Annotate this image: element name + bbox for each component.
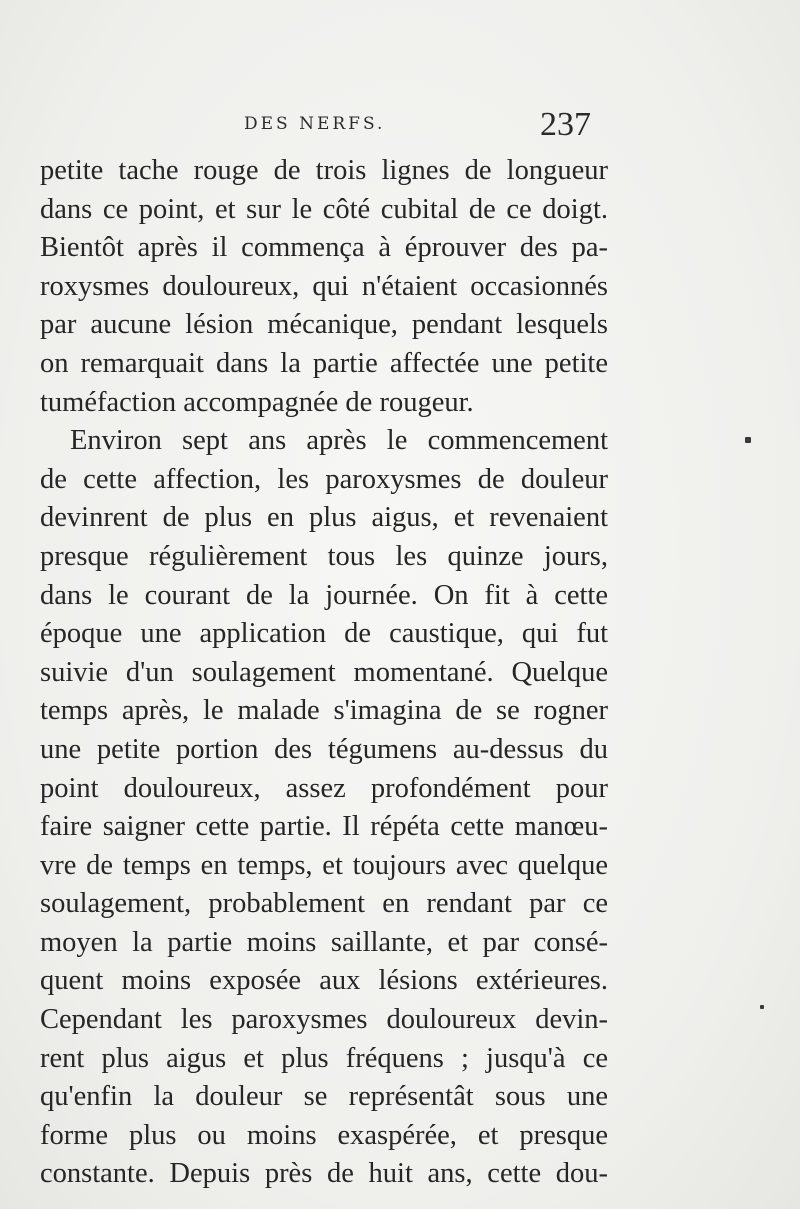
running-title: DES NERFS. (244, 114, 386, 134)
text-line: vre de temps en temps, et toujours avec quelque (40, 849, 608, 881)
ink-speck (760, 1005, 764, 1009)
text-line: devinrent de plus en plus aigus, et revenaient (40, 502, 608, 534)
text-line: forme plus ou moins exaspérée, et presque (40, 1119, 608, 1151)
text-line: constante. Depuis près de huit ans, cette dou- (40, 1158, 608, 1190)
text-line: rent plus aigus et plus fréquens ; jusqu'à ce (40, 1042, 608, 1074)
page-number: 237 (540, 106, 591, 143)
text-line: de cette affection, les paroxysmes de douleur (40, 463, 608, 495)
text-line: Cependant les paroxysmes douloureux devin- (40, 1004, 608, 1036)
text-line: petite tache rouge de trois lignes de longueur (40, 155, 608, 186)
text-line: moyen la partie moins saillante, et par consé- (40, 926, 608, 958)
text-line: qu'enfin la douleur se représentât sous une (40, 1081, 608, 1113)
text-line: faire saigner cette partie. Il répéta cette manœu- (40, 811, 608, 843)
text-line: on remarquait dans la partie affectée une petite (40, 347, 608, 379)
text-line: quent moins exposée aux lésions extérieures. (40, 965, 608, 997)
text-line: dans ce point, et sur le côté cubital de ce doigt. (40, 193, 608, 225)
text-line: Bientôt après il commença à éprouver des pa- (40, 232, 608, 264)
text-line: Environ sept ans après le commencement (70, 425, 608, 457)
text-line: temps après, le malade s'imagina de se rogner (40, 695, 608, 727)
text-line: roxysmes douloureux, qui n'étaient occasionnés (40, 270, 608, 302)
running-header (0, 108, 800, 148)
text-line: dans le courant de la journée. On fit à cette (40, 579, 608, 611)
body-text (40, 152, 608, 1194)
text-line: une petite portion des tégumens au-dessus du (40, 733, 608, 765)
text-line: tuméfaction accompagnée de rougeur. (40, 386, 474, 418)
text-line: soulagement, probablement en rendant par ce (40, 888, 608, 920)
text-line: presque régulièrement tous les quinze jours, (40, 540, 608, 572)
text-line: par aucune lésion mécanique, pendant lesquels (40, 309, 608, 341)
text-line: époque une application de caustique, qui fut (40, 618, 608, 650)
text-line: suivie d'un soulagement momentané. Quelque (40, 656, 608, 688)
text-line: point douloureux, assez profondément pour (40, 772, 608, 804)
ink-speck (745, 437, 751, 443)
